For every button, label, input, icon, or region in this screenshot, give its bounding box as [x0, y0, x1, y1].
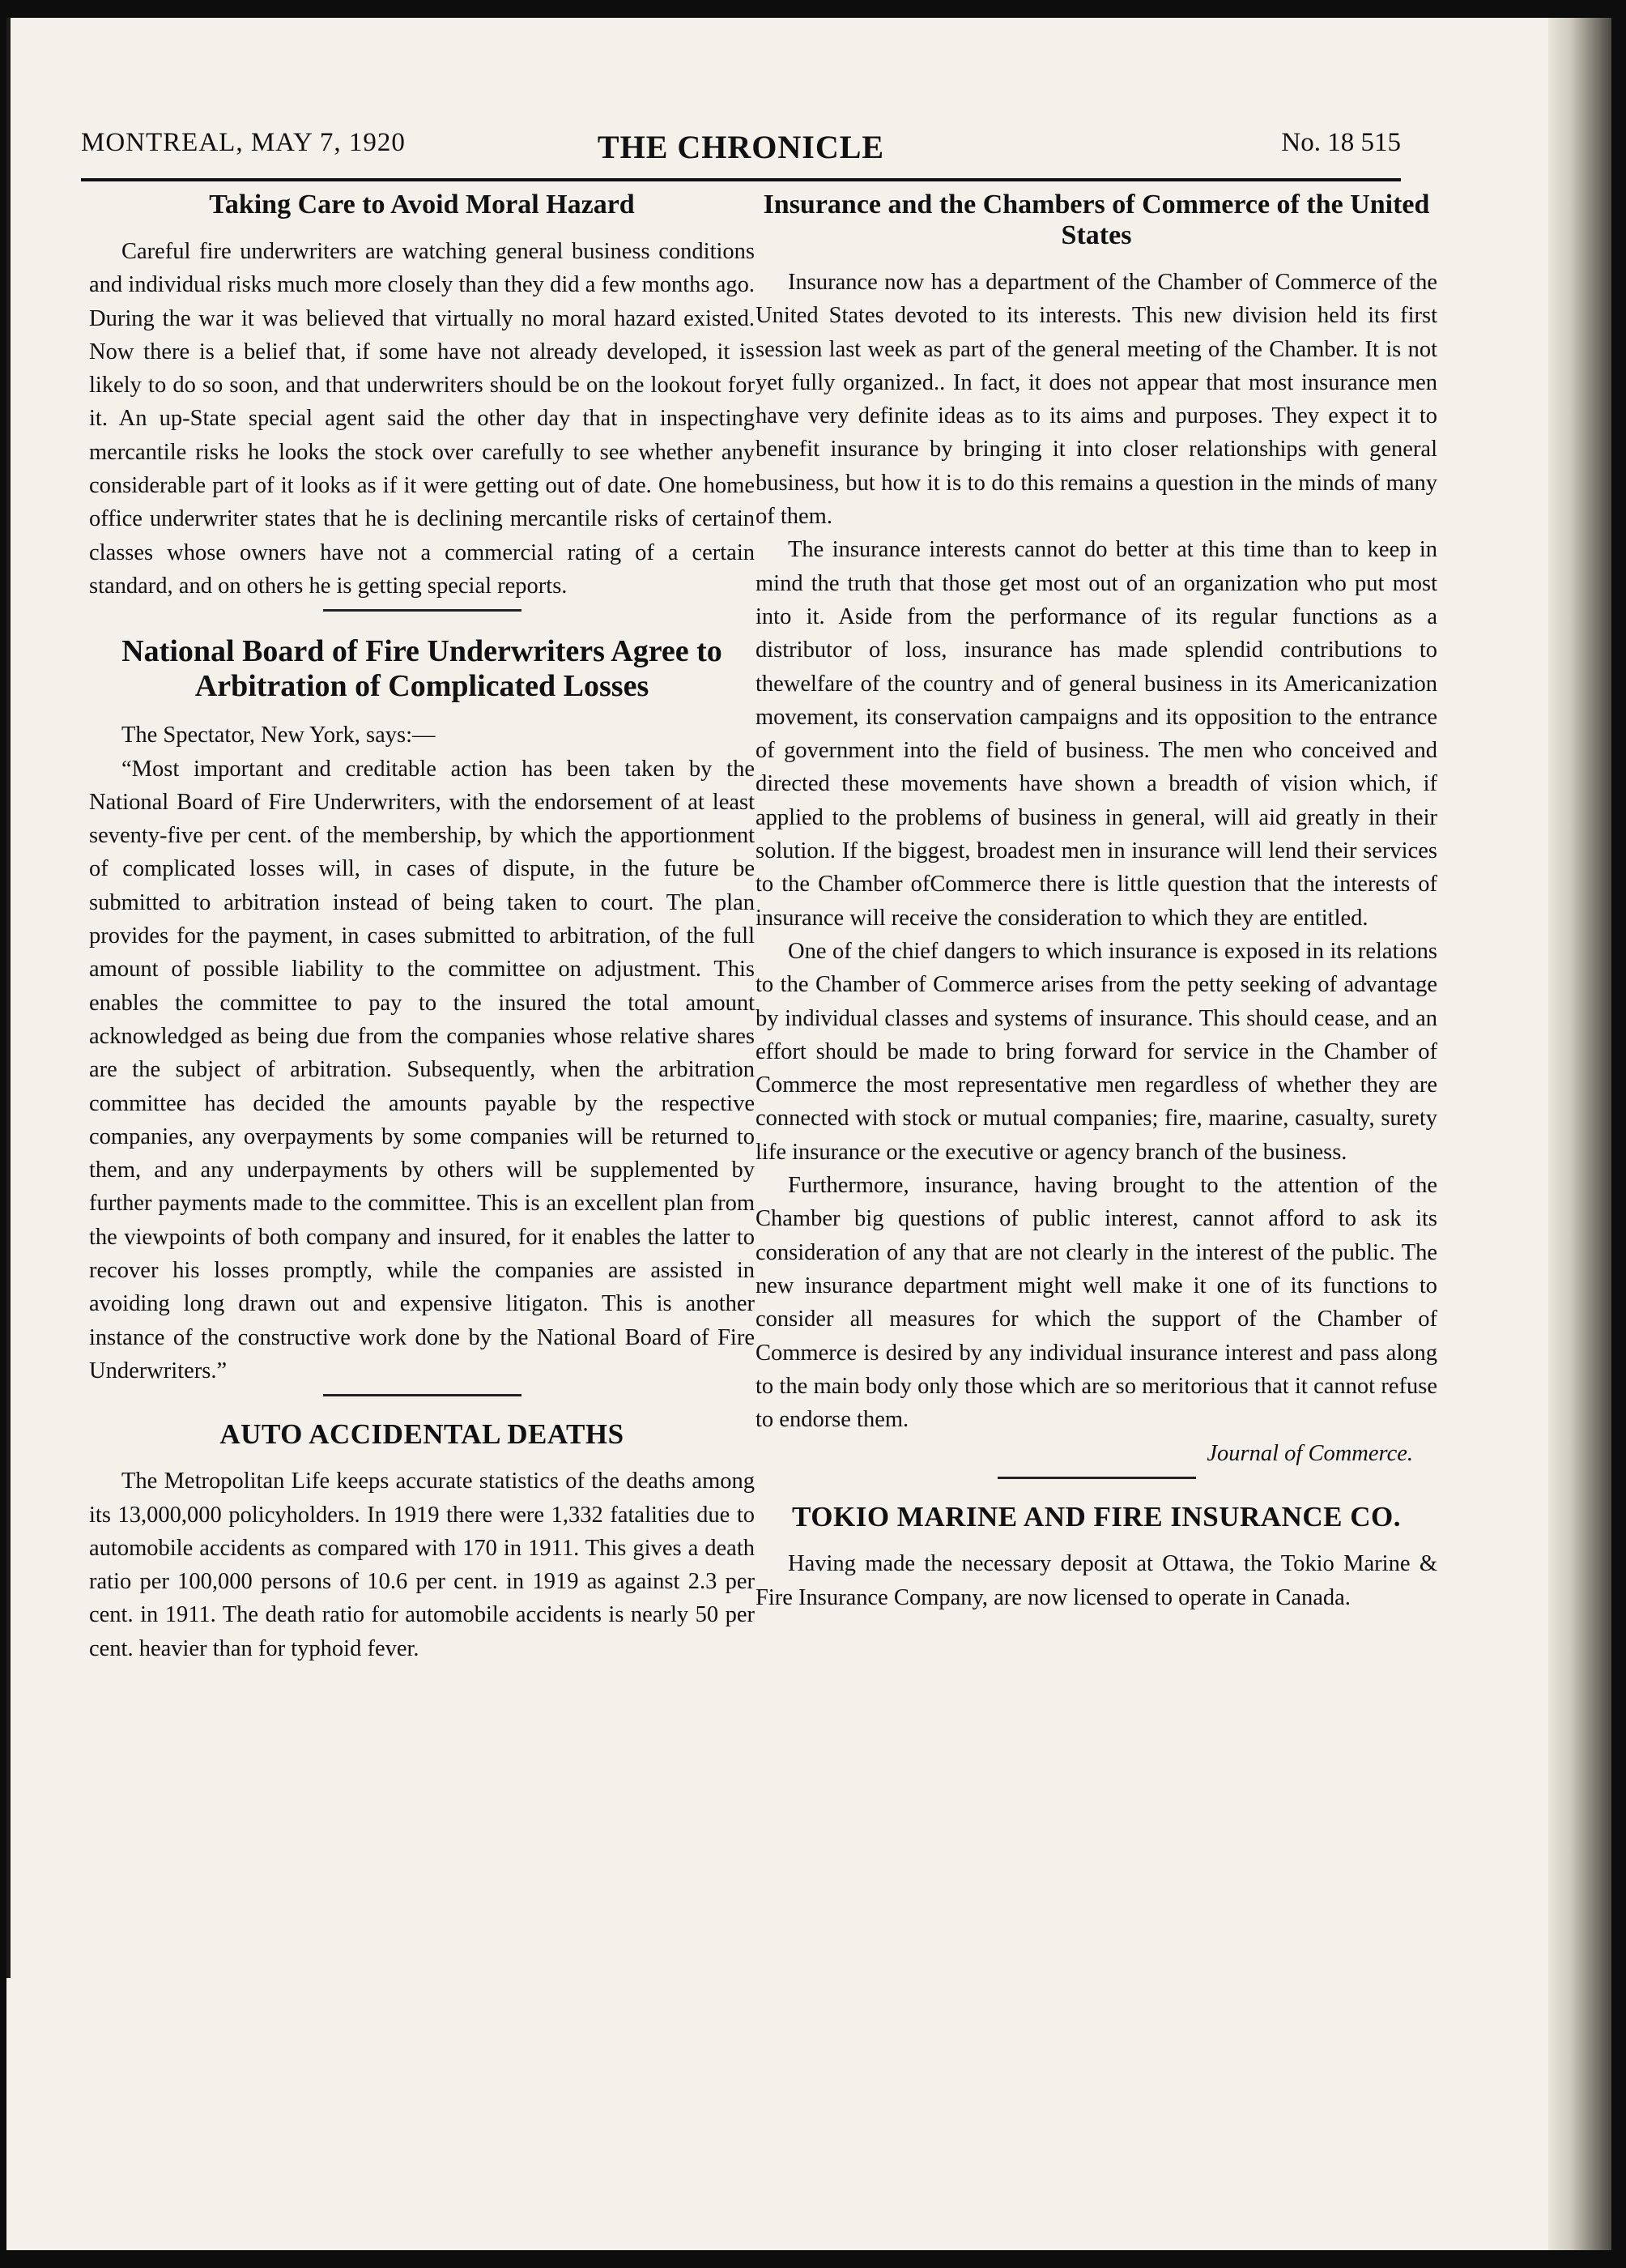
header-dateline: MONTREAL, MAY 7, 1920	[81, 128, 406, 157]
article-attribution: Journal of Commerce.	[1207, 1441, 1413, 1467]
article-tokio-marine	[756, 1502, 1437, 1614]
article-title: AUTO ACCIDENTAL DEATHS	[219, 1418, 624, 1451]
article-paragraph: One of the chief dangers to which insurance is exposed in its relations to the Chamber of Commerce arises from the petty seeking of advantage by individual classes and systems of insurance. This should cease, and an effort should be made to bring forward for service in the Chamber of Commerce the most representative men regardless of whether they are connected with stock or mutual companies; fire, maarine, casualty, surety life insurance or the executive or agency branch of the business.	[756, 938, 1437, 1165]
binding-edge	[1548, 18, 1611, 2250]
left-column	[89, 190, 755, 1665]
header-issue-page: No. 18 515	[1281, 128, 1401, 157]
article-chambers-of-commerce	[756, 190, 1437, 1470]
article-paragraph: The Metropolitan Life keeps accurate statistics of the deaths among its 13,000,000 policyholders. In 1919 there were 1,332 fatalities due to automobile accidents as compared with 170 in 1911. This gives a death ratio per 100,000 persons of 10.6 per cent. in 1919 as against 2.3 per cent. in 1911. The death ratio for automobile accidents is nearly 50 per cent. heavier than for typhoid fever.	[89, 1469, 755, 1661]
article-arbitration	[89, 634, 755, 1388]
page-header	[81, 113, 1401, 181]
article-paragraph: Furthermore, insurance, having brought to the attention of the Chamber big questions of public interest, cannot afford to ask its consideration of any that are not clearly in the interest of the public. The new insurance department might well make it one of its functions to consider all measures for which the support of the Chamber of Commerce is desired by any individual insurance interest and pass along to the main body only those which are so meritorious that it cannot refuse to endorse them.	[756, 1173, 1437, 1433]
article-paragraph: The insurance interests cannot do better at this time than to keep in mind the truth that those get most out of an organization who put most into it. Aside from the performance of its regular functions as a distributor of loss, insurance has made splendid contributions to thewelfare of the country and of general business in its Americanization movement, its conservation campaigns and its opposition to the entrance of government into the field of business. The men who conceived and directed these movements have shown a breadth of vision which, if applied to the problems of business in general, will aid greatly in their solution. If the biggest, broadest men in insurance will lend their services to the Chamber ofCommerce there is little question that the interests of insurance will receive the consideration to which they are entitled.	[756, 537, 1437, 931]
article-title: National Board of Fire Underwriters Agree to Arbitration of Complicated Losses	[121, 634, 722, 704]
article-paragraph: “Most important and creditable action has been taken by the National Board of Fire Underwriters, with the endorsement of at least seventy-five per cent. of the membership, by which the apportionment of complicated losses will, in cases of dispute, in the future be submitted to arbitration instead of being taken to court. The plan provides for the payment, in cases submitted to arbitration, of the full amount of possible liability to the committee on adjustment. This enables the committee to pay to the insured the total amount acknowledged as being due from the companies whose relative shares are the subject of arbitration. Subsequently, when the arbitration committee has decided the amounts payable by the respective companies, any overpayments by some companies will be returned to them, and any underpayments by others will be supplemented by further payments made to the committee. This is an excellent plan from the viewpoints of both company and insured, for it enables the latter to recover his losses promptly, while the companies are assisted in avoiding long drawn out and expensive litigaton. This is another instance of the constructive work done by the National Board of Fire Underwriters.”	[89, 756, 755, 1383]
newspaper-page	[6, 18, 1611, 2250]
article-auto-deaths	[89, 1419, 755, 1665]
section-divider	[998, 1477, 1196, 1479]
article-paragraph: Careful fire underwriters are watching general business conditions and individual risks much more closely than they did a few months ago. During the war it was believed that virtually no moral hazard existed. Now there is a belief that, if some have not already developed, it is likely to do so soon, and that underwriters should be on the lookout for it. An up-State special agent said the other day that in inspecting mercantile risks he looks the stock over carefully to see whether any considerable part of it looks as if it were getting out of date. One home office underwriter states that he is declining mercantile risks of certain classes whose owners have not a commercial rating of a certain standard, and on others he is getting special reports.	[89, 239, 755, 599]
page-margin-line	[6, 18, 11, 1978]
article-moral-hazard	[89, 190, 755, 603]
section-divider	[323, 1394, 521, 1396]
article-title: Taking Care to Avoid Moral Hazard	[209, 190, 635, 220]
article-intro: The Spectator, New York, says:—	[121, 723, 436, 748]
article-title: Insurance and the Chambers of Commerce of the United States	[763, 190, 1430, 250]
header-publication-title: THE CHRONICLE	[597, 129, 885, 165]
article-paragraph: Insurance now has a department of the Chamber of Commerce of the United States devoted to its interests. This new division held its first session last week as part of the general meeting of the Chamber. It is not yet fully organized.. In fact, it does not appear that most insurance men have very definite ideas as to its aims and purposes. They expect it to benefit insurance by bringing it into closer relationships with general business, but how it is to do this remains a question in the minds of many of them.	[756, 270, 1437, 530]
right-column	[756, 190, 1437, 1614]
section-divider	[323, 609, 521, 612]
article-title: TOKIO MARINE AND FIRE INSURANCE CO.	[792, 1501, 1401, 1533]
article-paragraph: Having made the necessary deposit at Ottawa, the Tokio Marine & Fire Insurance Company, are now licensed to operate in Canada.	[756, 1551, 1437, 1610]
